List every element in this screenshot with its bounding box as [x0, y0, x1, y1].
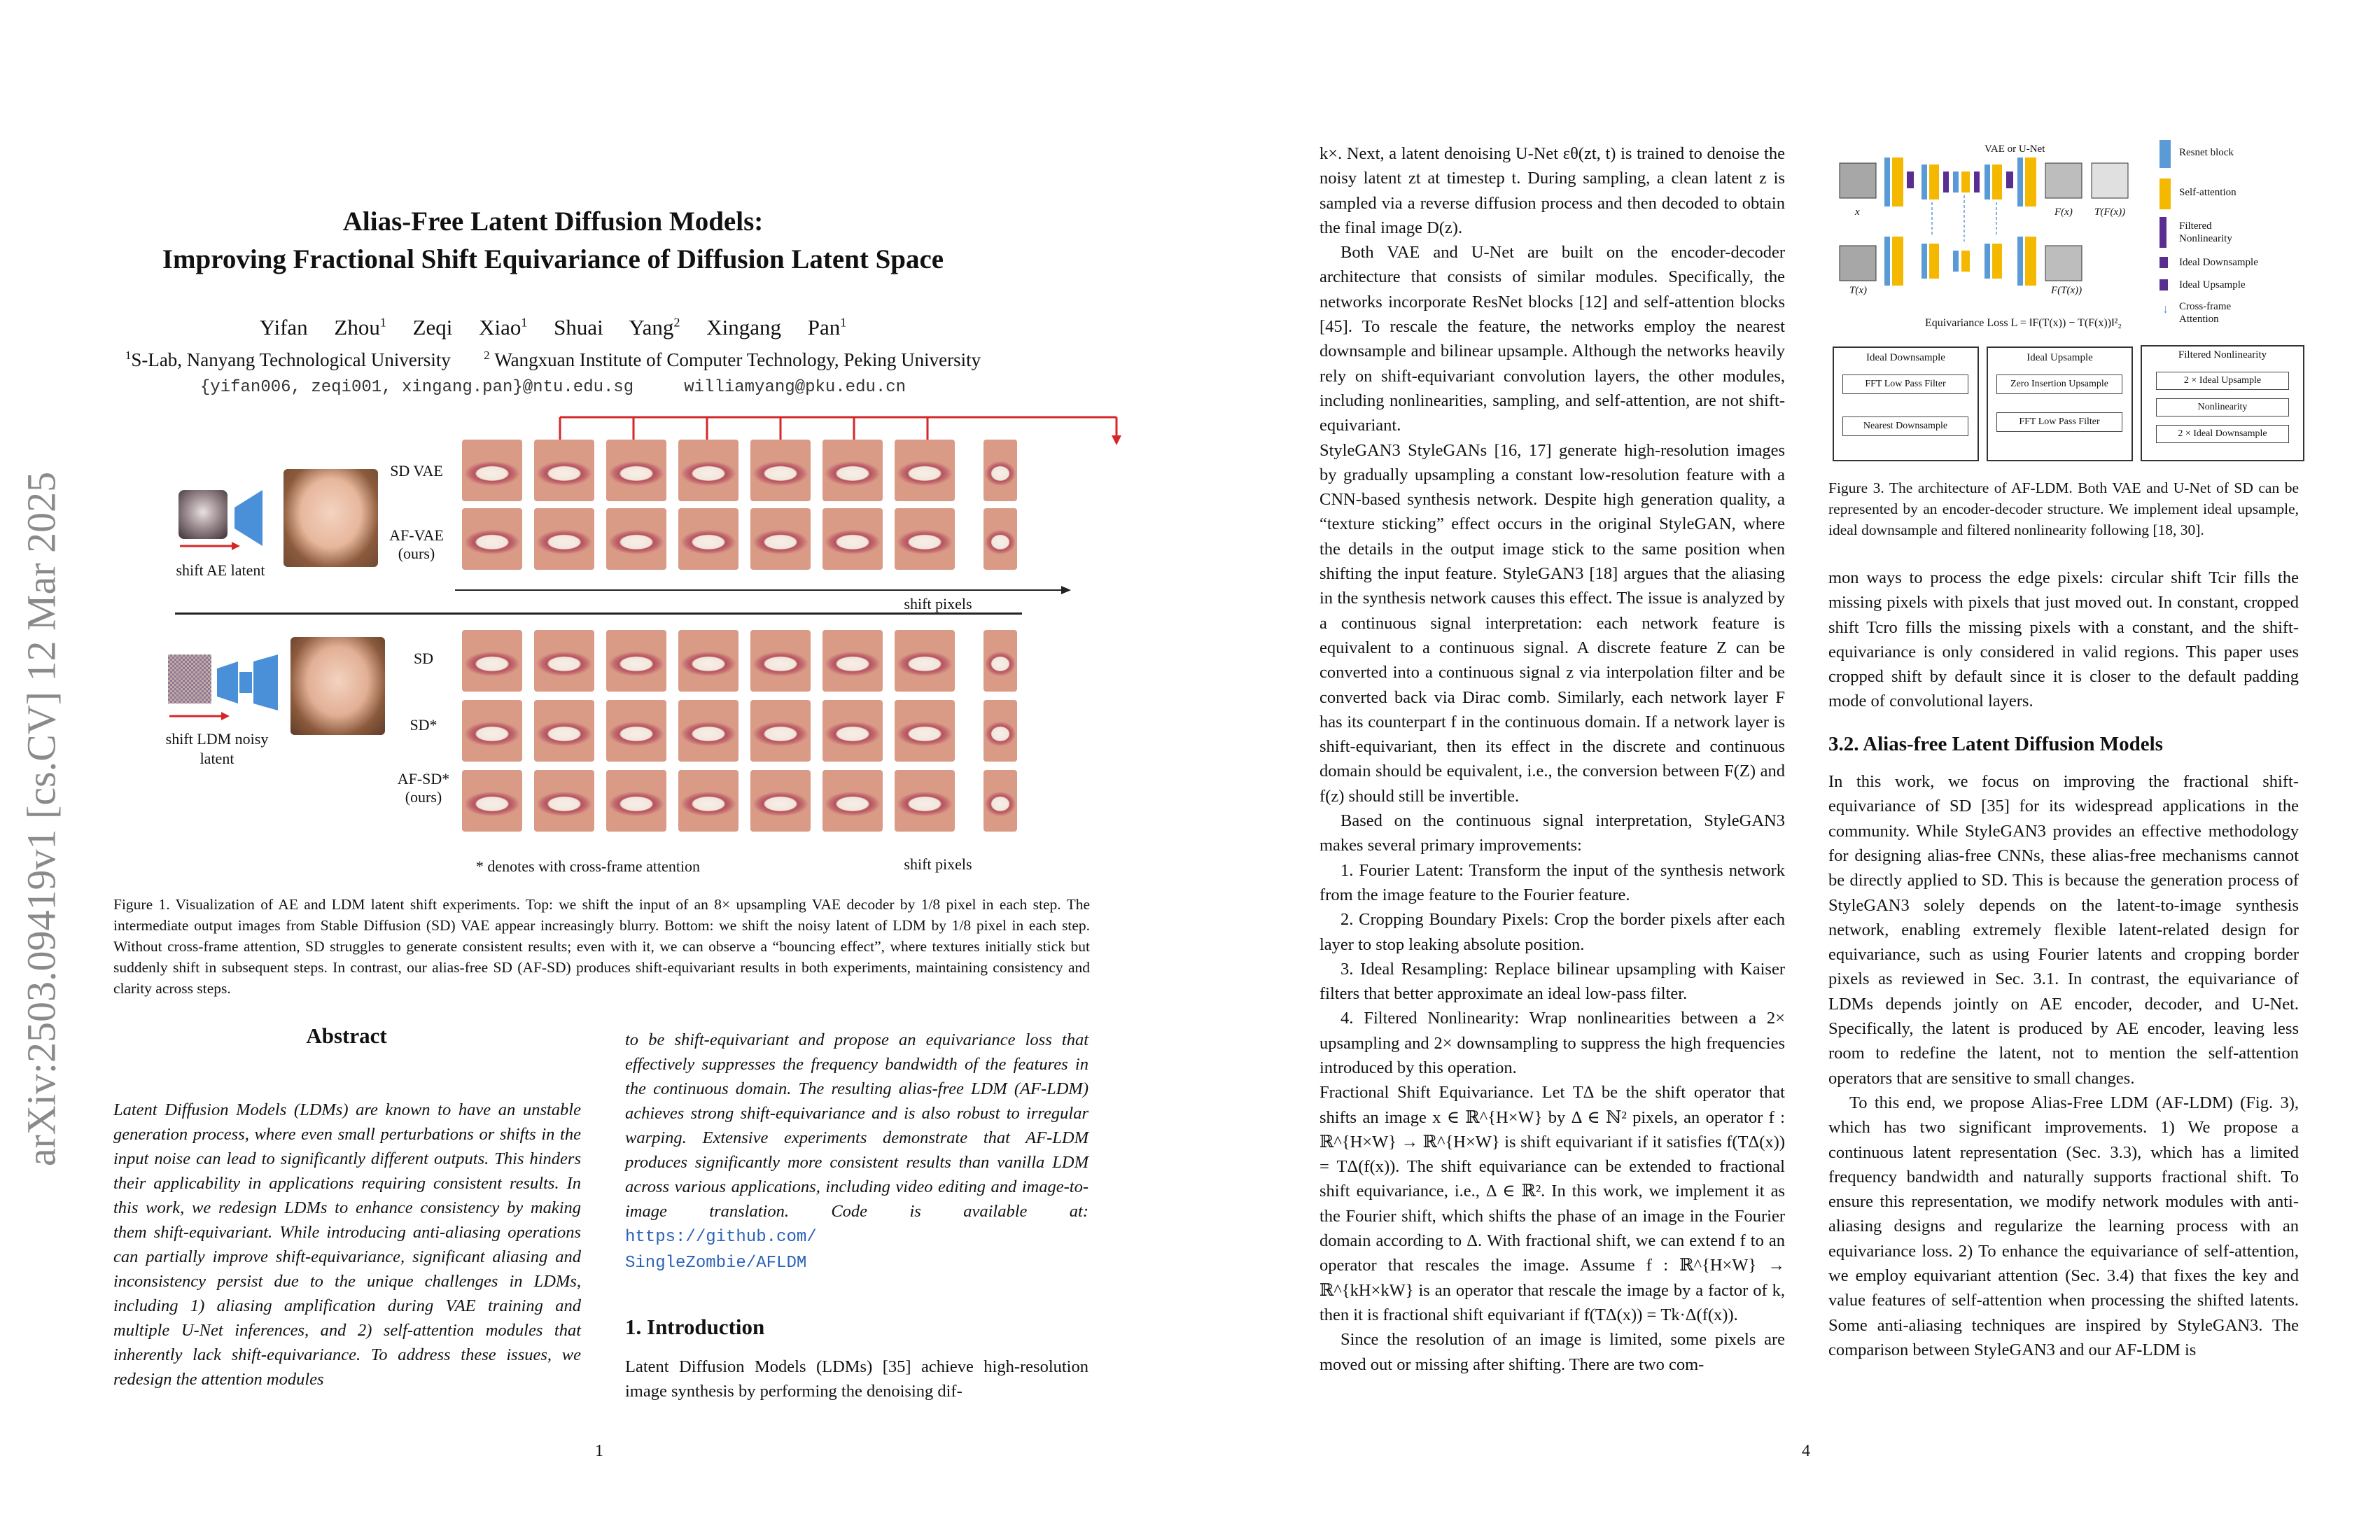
page4-column-2 [1828, 566, 2299, 1362]
shift-pixels-label-top: shift pixels [904, 595, 972, 612]
paragraph: StyleGAN3 StyleGANs [16, 17] generate high-resolution images by gradually upsampling a constant low-resolution feature with a CNN-based synthesis network. Despite high generation quality, a “texture sticking” effect occurs in the original StyleGAN, where the details in the output image stick to the same position when shifting the input feature. StyleGAN3 [18] argues that the aliasing in the synthesis network causes this effect. The issue is analyzed by a continuous signal interpretation: each network feature is equivalent to a continuous signal. A discrete feature Z can be converted into a continuous signal z via interpolation filter and be converted back via Dirac comb. Similarly, each network layer F has its counterpart f in the continuous domain. If a network layer is shift-equivariant, then its effect in the discrete and continuous domain should be equivalent, i.e., the conversion between F(Z) and f(z) should still be invertible. [1320, 440, 1785, 806]
section-3-2-heading: 3.2. Alias-free Latent Diffusion Models [1828, 732, 2163, 755]
result-thumbnail [462, 700, 522, 762]
result-thumbnail [462, 508, 522, 570]
result-thumbnail [606, 440, 666, 501]
paper-title [112, 203, 994, 279]
row-label-sd: SD [413, 650, 434, 667]
paragraph: mon ways to process the edge pixels: circular shift Tcir fills the missing pixels with pixels that just moved out. In constant, cropped shift Tcro fills the missing pixels with a constant, and the shift-equivariance is only considered in valid regions. This paper uses cropped shift by default since it is closer to the default padding mode of convolutional layers. [1828, 568, 2299, 711]
result-thumbnail [822, 770, 883, 832]
author: Yifan Zhou$^1$ [259, 315, 386, 340]
page-number-1: 1 [595, 1442, 603, 1460]
list-item: 2. Cropping Boundary Pixels: Crop the border pixels after each layer to stop leaking absolute position. [1320, 910, 1785, 954]
legend-down: Ideal Downsample [2160, 255, 2310, 278]
unet-icon [214, 651, 284, 714]
paragraph: Both VAE and U-Net are built on the encoder-decoder architecture that consists of similar modules. Specifically, the networks incorporate ResNet blocks [12] and self-attention blocks [45]. To rescale the feature, the networks employ the nearest downsample and bilinear upsample. Although the networks heavily rely on shift-equivariant convolution layers, the other modules, including nonlinearities, sampling, and self-attention, are not shift-equivariant. [1320, 243, 1785, 435]
result-thumbnail [534, 508, 594, 570]
result-thumbnail [678, 770, 738, 832]
result-thumbnail [983, 630, 1017, 692]
affiliations: $^1$S-Lab, Nanyang Technological University $^2$ Wangxuan Institute of Computer Technology, Peking University [125, 349, 981, 370]
shift-pixels-label-bottom: shift pixels [904, 855, 972, 873]
noise-latent-thumb [168, 654, 211, 704]
page4-column-1 [1320, 141, 1785, 1377]
legend-up: Ideal Upsample [2160, 278, 2310, 300]
row-label-sd-vae: SD VAE [390, 462, 443, 479]
figure-1-caption: Figure 1. Visualization of AE and LDM latent shift experiments. Top: we shift the input of an 8× upsampling VAE decoder by 1/8 pixel in each step. The intermediate output images from Stable Diffusion (SD) VAE appear increasingly blurry. Bottom: we shift the noisy latent of LDM by 1/8 pixel in each step. Without cross-frame attention, SD struggles to generate consistent results; even with it, we can observe a “bouncing effect”, where textures initially stick but suddenly shift in subsequent steps. In contrast, our alias-free SD (AF-SD) produces shift-equivariant results in both experiments, maintaining consistency and clarity across steps. [113, 896, 1090, 997]
row-label-af-vae: AF-VAE (ours) [389, 526, 444, 562]
panel-filtered-nonlinearity: Filtered Nonlinearity 2 × Ideal Upsample Nonlinearity 2 × Ideal Downsample [2141, 345, 2304, 461]
legend-filtered: Filtered Nonlinearity [2160, 217, 2310, 255]
result-thumbnail [534, 630, 594, 692]
result-thumbnail [534, 700, 594, 762]
row-label-sd-star: SD* [410, 716, 438, 734]
intro-text: Latent Diffusion Models (LDMs) [35] achieve high-resolution image synthesis by performing the denoising dif- [625, 1357, 1088, 1401]
list-item: 4. Filtered Nonlinearity: Wrap nonlinearities between a 2× upsampling and 2× downsampling to suppress the high frequencies introduced by this operation. [1320, 1009, 1785, 1077]
result-thumbnail [822, 630, 883, 692]
vae-unet-label: VAE or U-Net [1984, 144, 2045, 155]
label-x: x [1855, 206, 1860, 218]
result-thumbnail [895, 770, 955, 832]
result-thumbnail [983, 508, 1017, 570]
email-pku[interactable]: williamyang@pku.edu.cn [684, 378, 906, 397]
abstract-left: Latent Diffusion Models (LDMs) are known to have an unstable generation process, where even small perturbations or shifts in the input noise can lead to significantly different outputs. This hinders their applicability in applications requiring consistent results. In this work, we redesign LDMs to enhance consistency by making them shift-equivariant. While introducing anti-aliasing operations can partially improve shift-equivariance, significant aliasing and inconsistency persist due to the unique challenges in LDMs, including 1) aliasing amplification during VAE training and multiple U-Net inferences, and 2) self-attention modules that inherently lack shift-equivariance. To address these issues, we redesign the attention modules [113, 1100, 581, 1389]
label-ftx: F(T(x)) [2051, 285, 2082, 296]
result-thumbnail [822, 440, 883, 501]
result-thumbnail [750, 630, 811, 692]
figure-1 [112, 406, 1022, 882]
result-thumbnail [462, 440, 522, 501]
result-thumbnail [678, 700, 738, 762]
legend-cross: ↓ Cross-frame Attention [2162, 301, 2232, 325]
page-number-4: 4 [1802, 1442, 1810, 1460]
paragraph: Fractional Shift Equivariance. Let TΔ be the shift operator that shifts an image x ∈ ℝ^{H×W} by Δ ∈ ℕ² pixels, an operator f : ℝ^{H×W} → ℝ^{H×W} is shift equivariant if it satisfies f(TΔ(x)) = TΔ(f(x)). The shift equivariance can be extended to fractional shift equivariance, i.e., Δ ∈ ℝ². In this work, we implement it as the Fourier shift, which shifts the phase of an image in the Fourier domain according to Δ. With fractional shift, we can extend f to an operator that rescales the image. Assume f : ℝ^{H×W} → ℝ^{kH×kW} is an operator that rescale the image by a factor of k, then it is fractional shift equivariant if f(TΔ(x)) = Tk·Δ(f(x)). [1320, 1083, 1785, 1324]
author: Xingang Pan$^1$ [706, 315, 847, 340]
paragraph: Since the resolution of an image is limited, some pixels are moved out or missing after shifting. There are two com- [1320, 1330, 1785, 1374]
row-label-af-sd: AF-SD* (ours) [397, 770, 450, 806]
abstract-heading: Abstract [306, 1023, 387, 1048]
title-line-2: Improving Fractional Shift Equivariance of Diffusion Latent Space [162, 244, 944, 274]
result-thumbnail [822, 508, 883, 570]
shift-ldm-label: shift LDM noisy latent [165, 730, 269, 767]
email-ntu[interactable]: {yifan006, zeqi001, xingang.pan}@ntu.edu.sg [200, 378, 634, 397]
list-item: 1. Fourier Latent: Transform the input of the synthesis network from the image feature to the Fourier feature. [1320, 860, 1785, 904]
result-thumbnail [822, 700, 883, 762]
result-thumbnail [462, 770, 522, 832]
label-tx: T(x) [1849, 285, 1867, 296]
panel-ideal-upsample: Ideal Upsample Zero Insertion Upsample FFT Low Pass Filter [1987, 346, 2133, 461]
label-fx: F(x) [2054, 206, 2073, 218]
shift-ae-latent-label: shift AE latent [176, 561, 265, 579]
result-thumbnail [534, 440, 594, 501]
paragraph: In this work, we focus on improving the fractional shift-equivariance of SD [35] for its widespread applications in the community. While StyleGAN3 provides an effective methodology for designing alias-free CNNs, these alias-free mechanisms cannot be directly applied to SD. This is because the generation process of StyleGAN3 solely depends on the latent-to-image synthesis network, enabling extremely flexible latent-related design for equivariance, such as using Fourier latents and cropping border pixels as reviewed in Sec. 3.1. In contrast, the equivariance of LDMs depends jointly on AE encoder, decoder, and U-Net. Specifically, the latent is produced by AE encoder, leaving less room to redefine the latent, not to mention the self-attention operators that are sensitive to small changes. [1828, 772, 2299, 1088]
figure-3-caption: Figure 3. The architecture of AF-LDM. Both VAE and U-Net of SD can be represented by an encoder-decoder structure. We implement ideal upsample, ideal downsample and filtered nonlinearity following [18, 30]. [1828, 479, 2299, 538]
result-thumbnail [983, 700, 1017, 762]
result-thumbnail [462, 630, 522, 692]
figure-3 [1827, 136, 2310, 465]
title-line-1: Alias-Free Latent Diffusion Models: [342, 206, 764, 237]
legend-attention: Self-attention [2160, 178, 2310, 217]
paragraph: k×. Next, a latent denoising U-Net εθ(zt, t) is trained to denoise the noisy latent zt at timestep t. During sampling, a clean latent z is sampled via a reverse diffusion process and then decoded to obtain the final image D(z). [1320, 144, 1785, 237]
result-thumbnail [750, 440, 811, 501]
author: Zeqi Xiao$^1$ [412, 315, 528, 340]
abstract-right: to be shift-equivariant and propose an equivariance loss that effectively suppresses the frequency bandwidth of the features in the continuous domain. The resulting alias-free LDM (AF-LDM) achieves strong shift-equivariance and is also robust to irregular warping. Extensive experiments demonstrate that AF-LDM produces significantly more consistent results than vanilla LDM across various applications, including video editing and image-to-image translation. Code is available at: https://github.com/ SingleZombie/AFLDM [625, 1030, 1088, 1273]
result-thumbnail [750, 508, 811, 570]
affiliation-2: Wangxuan Institute of Computer Technology, Peking University [494, 349, 981, 370]
result-thumbnail [895, 440, 955, 501]
face-output-thumb-2 [290, 637, 385, 735]
result-thumbnail [606, 770, 666, 832]
code-link[interactable]: https://github.com/ SingleZombie/AFLDM [625, 1228, 817, 1273]
list-item: 3. Ideal Resampling: Replace bilinear upsampling with Kaiser filters that better approximate an ideal low-pass filter. [1320, 959, 1785, 1004]
author: Shuai Yang$^2$ [554, 315, 680, 340]
paragraph: Based on the continuous signal interpretation, StyleGAN3 makes several primary improvements: [1320, 811, 1785, 855]
result-thumbnail [983, 770, 1017, 832]
affiliation-1: S-Lab, Nanyang Technological University [131, 349, 451, 370]
result-thumbnail [895, 700, 955, 762]
section-divider [175, 612, 1022, 615]
result-thumbnail [678, 440, 738, 501]
result-thumbnail [534, 770, 594, 832]
shift-arrow-icon [178, 540, 241, 552]
emails [112, 378, 994, 397]
architecture-diagram [1827, 156, 2156, 324]
result-thumbnail [750, 770, 811, 832]
cross-frame-footnote: * denotes with cross-frame attention [475, 858, 701, 875]
result-thumbnail [895, 508, 955, 570]
legend-resnet: Resnet block [2160, 140, 2310, 178]
shift-arrow-icon-2 [168, 710, 231, 722]
result-thumbnail [606, 630, 666, 692]
noise-face-thumb [178, 490, 227, 539]
author-list [112, 315, 994, 340]
panel-ideal-downsample: Ideal Downsample FFT Low Pass Filter Nearest Downsample [1833, 346, 1979, 461]
legend [2160, 140, 2310, 332]
arxiv-stamp: arXiv:2503.09419v1 [cs.CV] 12 Mar 2025 [18, 471, 64, 1167]
intro-heading: 1. Introduction [625, 1315, 765, 1339]
result-thumbnail [678, 508, 738, 570]
result-thumbnail [678, 630, 738, 692]
result-thumbnail [606, 508, 666, 570]
paragraph: To this end, we propose Alias-Free LDM (AF-LDM) (Fig. 3), which has two significant improvements. 1) We propose a continuous latent representation (Sec. 3.3), which has a limited frequency bandwidth and naturally supports fractional shift. To ensure this representation, we modify network modules with anti-aliasing designs and regularize the learning process with an equivariance loss. 2) To enhance the equivariance of self-attention, we employ equivariant attention (Sec. 3.4) that fixes the key and value features of self-attention when processing the shifted latents. Some anti-aliasing techniques are inspired by StyleGAN3. The comparison between StyleGAN3 and our AF-LDM is [1828, 1093, 2299, 1359]
equivariance-loss: Equivariance Loss L = ‖F(T(x)) − T(F(x))‖²₂ [1925, 317, 2122, 329]
label-tfx: T(F(x)) [2094, 206, 2126, 218]
result-thumbnail [895, 630, 955, 692]
result-thumbnail [983, 440, 1017, 501]
result-thumbnail [750, 700, 811, 762]
face-output-thumb [284, 469, 378, 567]
result-thumbnail [606, 700, 666, 762]
